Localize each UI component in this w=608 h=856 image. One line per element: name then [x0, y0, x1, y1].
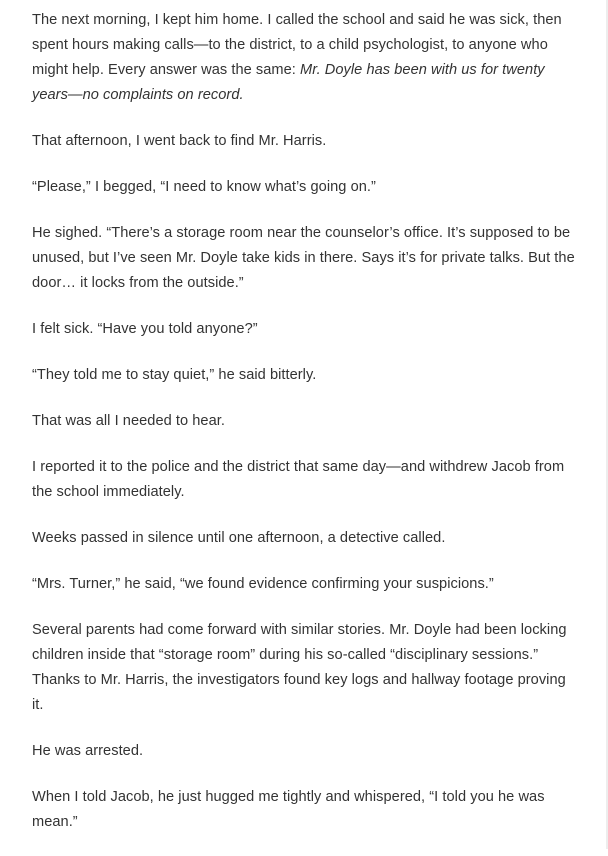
- paragraph-13: When I told Jacob, he just hugged me tightly and whispered, “I told you he was mean.”: [32, 789, 545, 830]
- paragraph-7: That was all I needed to hear.: [32, 413, 225, 429]
- paragraph-2: That afternoon, I went back to find Mr. Harris.: [32, 133, 327, 149]
- paragraph-9: Weeks passed in silence until one afternoon, a detective called.: [32, 530, 446, 546]
- paragraph-5: I felt sick. “Have you told anyone?”: [32, 321, 258, 337]
- paragraph-8: I reported it to the police and the district that same day—and withdrew Jacob from the school immediately.: [32, 459, 565, 500]
- paragraph-10: “Mrs. Turner,” he said, “we found evidence confirming your suspicions.”: [32, 576, 494, 592]
- paragraph-1: [32, 8, 577, 108]
- paragraph-12: He was arrested.: [32, 743, 144, 759]
- paragraph-4: He sighed. “There’s a storage room near the counselor’s office. It’s supposed to be unused, but I’ve seen Mr. Doyle take kids in there. Says it’s for private talks. But the door… it locks from the outside.”: [32, 225, 575, 291]
- paragraph-1-text: The next morning, I kept him home. I called the school and said he was sick, then spent hours making calls—to the district, to a child psychologist, to anyone who might help. Every answer was the same:: [32, 12, 562, 78]
- paragraph-1-italic-quote: Mr. Doyle has been with us for twenty years—no complaints on record.: [32, 62, 545, 103]
- paragraph-3: “Please,” I begged, “I need to know what’s going on.”: [32, 179, 376, 195]
- article-body: [32, 8, 577, 856]
- paragraph-6: “They told me to stay quiet,” he said bitterly.: [32, 367, 317, 383]
- paragraph-11: Several parents had come forward with similar stories. Mr. Doyle had been locking children inside that “storage room” during his so-called “disciplinary sessions.” Thanks to Mr. Harris, the investigators found key logs and hallway footage proving it.: [32, 622, 567, 713]
